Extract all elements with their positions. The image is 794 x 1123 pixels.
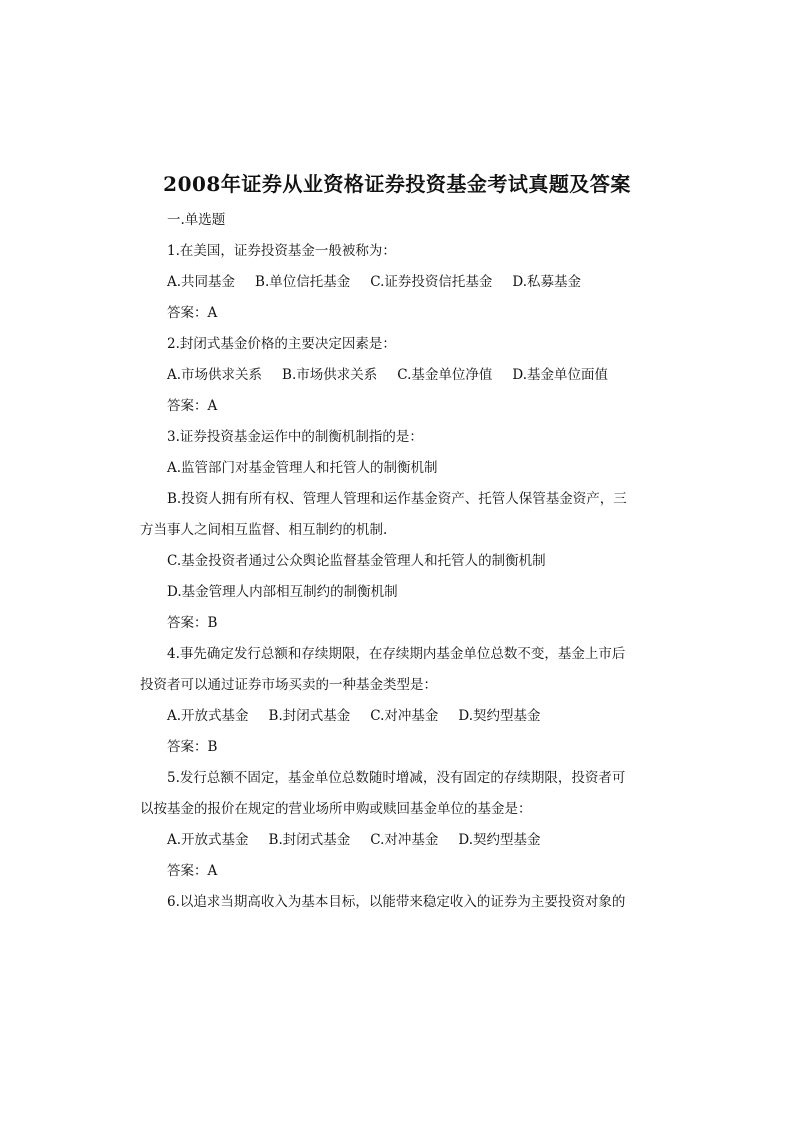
question-4-option-a: A.开放式基金 [167, 708, 249, 724]
question-4-options [140, 701, 650, 732]
question-2-option-a: A.市场供求关系 [167, 367, 263, 383]
question-1-option-a: A.共同基金 [167, 274, 236, 290]
question-4-stem: 4.事先确定发行总额和存续期限，在存续期内基金单位总数不变，基金上市后 [167, 646, 626, 662]
question-2-option-c: C.基金单位净值 [397, 367, 493, 383]
question-4-option-c: C.对冲基金 [370, 708, 439, 724]
question-3-option-b: B.投资人拥有所有权、管理人管理和运作基金资产、托管人保管基金资产，三 [167, 491, 627, 507]
section-heading: 一.单选题 [167, 212, 226, 228]
document-body [140, 205, 650, 918]
question-2-option-b: B.市场供求关系 [282, 367, 378, 383]
question-2-options [140, 360, 650, 391]
question-5-stem: 5.发行总额不固定，基金单位总数随时增减，没有固定的存续期限，投资者可 [167, 770, 626, 786]
question-5-option-d: D.契约型基金 [458, 832, 541, 848]
question-1-option-c: C.证券投资信托基金 [370, 274, 493, 290]
question-5-stem-cont: 以按基金的报价在规定的营业场所申购或赎回基金单位的基金是： [140, 801, 532, 817]
question-4-option-b: B.封闭式基金 [268, 708, 351, 724]
question-5-option-c: C.对冲基金 [370, 832, 439, 848]
document-title: 2008年证券从业资格证券投资基金考试真题及答案 [163, 172, 631, 196]
question-1-option-d: D.私募基金 [512, 274, 582, 290]
question-3-option-a: A.监管部门对基金管理人和托管人的制衡机制 [167, 460, 438, 476]
question-3-option-b-cont: 方当事人之间相互监督、相互制约的机制. [140, 522, 388, 538]
question-5-option-a: A.开放式基金 [167, 832, 249, 848]
question-3-option-d: D.基金管理人内部相互制约的制衡机制 [167, 584, 398, 600]
question-5-answer: 答案：A [167, 863, 218, 879]
question-2-answer: 答案：A [167, 398, 218, 414]
question-1-option-b: B.单位信托基金 [255, 274, 351, 290]
question-4-option-d: D.契约型基金 [458, 708, 541, 724]
question-1-stem: 1.在美国，证券投资基金一般被称为： [167, 243, 396, 259]
question-3-stem: 3.证券投资基金运作中的制衡机制指的是： [167, 429, 423, 445]
question-6-stem: 6.以追求当期高收入为基本目标，以能带来稳定收入的证券为主要投资对象的 [167, 894, 626, 910]
question-2-stem: 2.封闭式基金价格的主要决定因素是： [167, 336, 396, 352]
question-3-option-c: C.基金投资者通过公众舆论监督基金管理人和托管人的制衡机制 [167, 553, 546, 569]
question-2-option-d: D.基金单位面值 [512, 367, 609, 383]
question-3-answer: 答案：B [167, 615, 218, 631]
question-4-answer: 答案：B [167, 739, 218, 755]
question-5-options [140, 825, 650, 856]
question-4-stem-cont: 投资者可以通过证券市场买卖的一种基金类型是： [140, 677, 437, 693]
question-1-options [140, 267, 650, 298]
question-5-option-b: B.封闭式基金 [268, 832, 351, 848]
question-1-answer: 答案：A [167, 305, 218, 321]
